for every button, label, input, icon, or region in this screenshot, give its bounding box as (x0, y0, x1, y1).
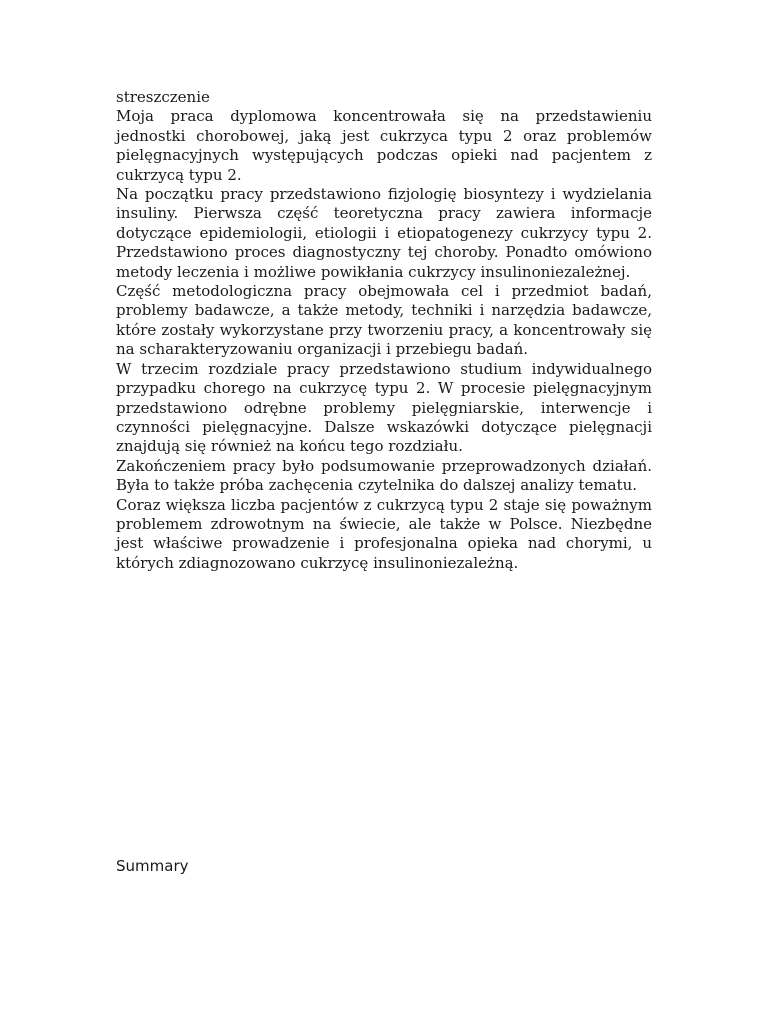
paragraph: Zakończeniem pracy było podsumowanie przeprowadzonych działań. Była to także próba zachęcenia czytelnika do dalszej analizy tematu. (116, 456, 652, 495)
paragraph: Na początku pracy przedstawiono fizjologię biosyntezy i wydzielania insuliny. Pierwsza część teoretyczna pracy zawiera informacje dotyczące epidemiologii, etiologii i etiopatogenezy cukrzycy typu 2. Przedstawiono proces diagnostyczny tej choroby. Ponadto omówiono metody leczenia i możliwe powikłania cukrzycy insulinoniezależnej. (116, 185, 652, 281)
paragraph: Moja praca dyplomowa koncentrowała się na przedstawieniu jednostki chorobowej, jaką jest cukrzyca typu 2 oraz problemów pielęgnacyjnych występujących podczas opieki nad pacjentem z cukrzycą typu 2. (116, 107, 652, 184)
summary-heading-en: Summary (116, 857, 189, 875)
abstract-heading-pl: streszczenie (116, 88, 210, 106)
paragraph: W trzecim rozdziale pracy przedstawiono studium indywidualnego przypadku chorego na cukrzycę typu 2. W procesie pielęgnacyjnym przedstawiono odrębne problemy pielęgniarskie, interwencje i czynności pielęgnacyjne. Dalsze wskazówki dotyczące pielęgnacji znajdują się również na końcu tego rozdziału. (116, 359, 652, 456)
abstract-section (116, 88, 652, 573)
paragraph: Coraz większa liczba pacjentów z cukrzycą typu 2 staje się poważnym problemem zdrowotnym na świecie, ale także w Polsce. Niezbędne jest właściwe prowadzenie i profesjonalna opieka nad chorymi, u których zdiagnozowano cukrzycę insulinoniezależną. (116, 495, 652, 572)
paragraph: Część metodologiczna pracy obejmowała cel i przedmiot badań, problemy badawcze, a także metody, techniki i narzędzia badawcze, które zostały wykorzystane przy tworzeniu pracy, a koncentrowały się na scharakteryzowaniu organizacji i przebiegu badań. (116, 282, 652, 359)
